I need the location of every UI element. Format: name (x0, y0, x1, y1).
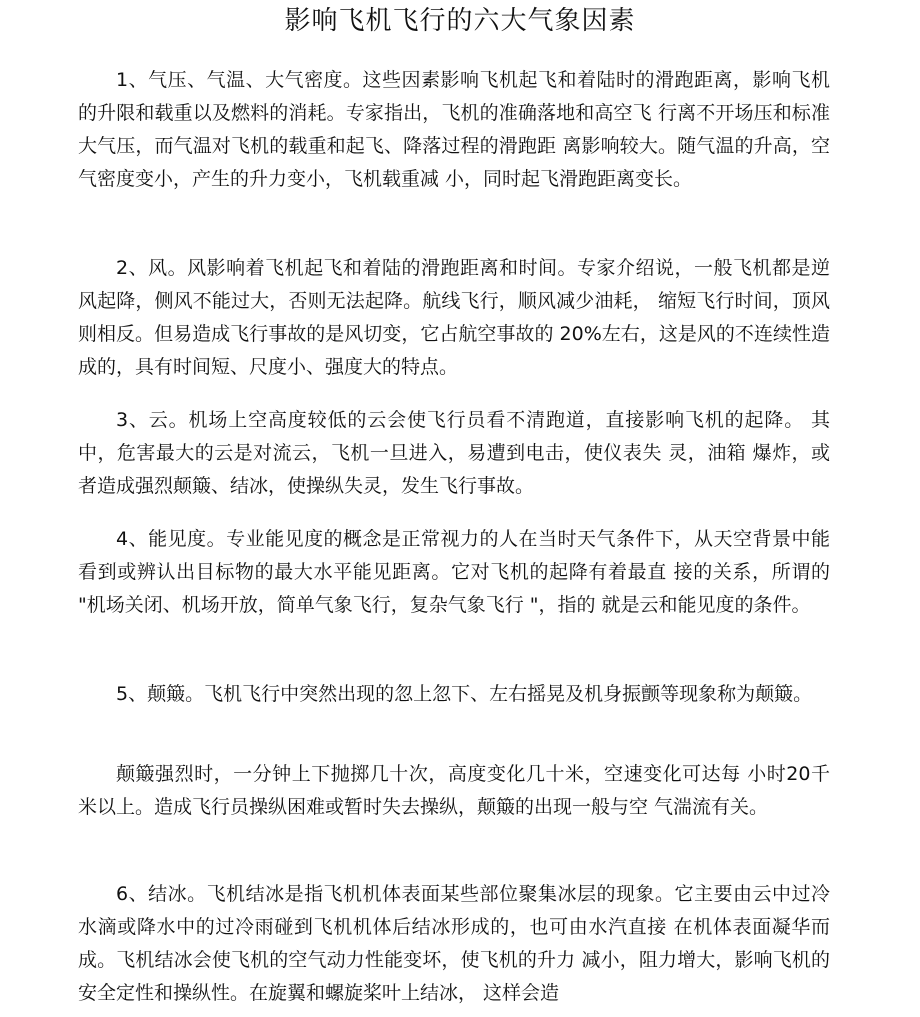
paragraph-cloud: 3、云。机场上空高度较低的云会使飞行员看不清跑道，直接影响飞机的起降。 其中，危害最大的云是对流云，飞机一旦进入，易遭到电击，使仪表失 灵，油箱 爆炸，或者造成强烈颠簸、结冰，使操纵失灵，发生飞行事故。 (78, 409, 830, 497)
paragraph-icing: 6、结冰。飞机结冰是指飞机机体表面某些部位聚集冰层的现象。它主要由云中过冷水滴或降水中的过冷雨碰到飞机机体后结冰形成的，也可由水汽直接 在机体表面凝华而成。飞机结冰会使飞机的空气动力性能变坏，使飞机的升力 减小，阻力增大，影响飞机的安全定性和操纵性。在旋翼和螺旋桨叶上结冰， 这样会造 (78, 883, 830, 1004)
paragraph-turbulence: 5、颠簸。飞机飞行中突然出现的忽上忽下、左右摇晃及机身振颤等现象称为颠簸。 (116, 683, 813, 705)
paragraph-turbulence-detail: 颠簸强烈时，一分钟上下抛掷几十次，高度变化几十米，空速变化可达每 小时20千米以上。造成飞行员操纵困难或暂时失去操纵，颠簸的出现一般与空 气湍流有关。 (78, 763, 830, 818)
paragraph-pressure-temperature-density: 1、气压、气温、大气密度。这些因素影响飞机起飞和着陆时的滑跑距离，影响飞机的升限和载重以及燃料的消耗。专家指出，飞机的准确落地和高空飞 行离不开场压和标准大气压，而气温对飞机的载重和起飞、降落过程的滑跑距 离影响较大。随气温的升高，空气密度变小，产生的升力变小，飞机载重减 小，同时起飞滑跑距离变长。 (78, 69, 830, 190)
paragraph-wind: 2、风。风影响着飞机起飞和着陆的滑跑距离和时间。专家介绍说，一般飞机都是逆风起降，侧风不能过大，否则无法起降。航线飞行，顺风减少油耗， 缩短飞行时间，顶风则相反。但易造成飞行事故的是风切变，它占航空事故的 20%左右，这是风的不连续性造成的，具有时间短、尺度小、强度大的特点。 (78, 257, 830, 378)
page-title: 影响飞机飞行的六大气象因素 (284, 6, 636, 36)
paragraph-visibility: 4、能见度。专业能见度的概念是正常视力的人在当时天气条件下，从天空背景中能看到或辨认出目标物的最大水平能见距离。它对飞机的起降有着最直 接的关系，所谓的 "机场关闭、机场开放，简单气象飞行，复杂气象飞行 "，指的 就是云和能见度的条件。 (78, 528, 830, 616)
